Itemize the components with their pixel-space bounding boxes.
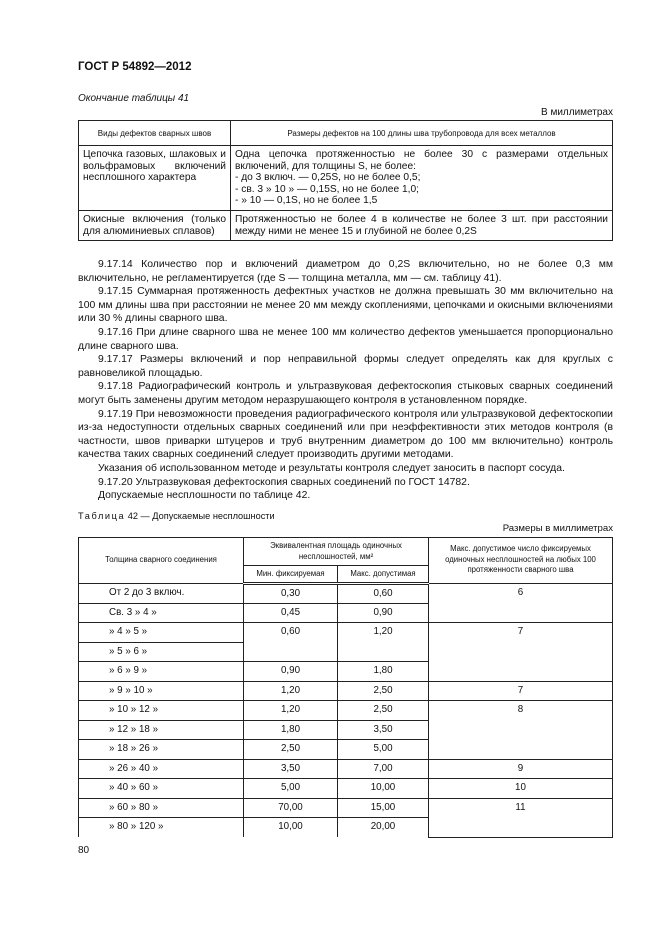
defect-size: Протяженностью не более 4 в количестве не более 3 шт. при расстоянии между ними не менее 15 и глубиной не более 0,2S <box>231 210 613 240</box>
table-42 <box>78 537 613 838</box>
table-row <box>79 681 613 701</box>
max-count-cell: 8 <box>429 701 613 760</box>
thickness-cell: » 60 » 80 » <box>79 798 244 818</box>
min-area-cell: 2,50 <box>244 740 338 760</box>
paragraph: 9.17.15 Суммарная протяженность дефектных участков не должна превышать 30 мм включительно на 100 мм длины шва при расстоянии не менее 20 мм между скоплениями, цепочками и окисными включениями или 30 % длины сварного шва. <box>78 286 613 325</box>
col-max-header: Макс. допустимая <box>338 566 429 584</box>
max-area-cell: 2,50 <box>338 681 429 701</box>
max-count-cell: 9 <box>429 759 613 779</box>
paragraph: 9.17.19 При невозможности проведения радиографического контроля или ультразвуковой дефектоскопии из-за недоступности отдельных сварных соединений или при неэффективности этих методов контроля (в частности, швов приварки штуцеров и труб внутренним диаметром до 100 мм включительно) контроль качества таких сварных соединений следует производить другими методами. <box>78 408 613 461</box>
min-area-cell: 10,00 <box>244 818 338 838</box>
thickness-cell: » 26 » 40 » <box>79 759 244 779</box>
table-row <box>79 798 613 818</box>
table-row <box>79 759 613 779</box>
paragraph: 9.17.16 При длине сварного шва не менее 100 мм количество дефектов уменьшается пропорционально длине сварного шва. <box>78 326 613 352</box>
table-row <box>79 701 613 721</box>
document-header: ГОСТ Р 54892—2012 <box>78 61 192 73</box>
max-area-cell: 15,00 <box>338 798 429 818</box>
caption-text: 42 — Допускаемые несплошности <box>125 511 275 521</box>
thickness-cell: » 10 » 12 » <box>79 701 244 721</box>
table-row <box>79 146 613 211</box>
max-area-cell: 3,50 <box>338 720 429 740</box>
text-line: - св. 3 » 10 » — 0,15S, но не более 1,0; <box>235 183 419 195</box>
defect-type: Цепочка газовых, шлаковых и вольфрамовых включений несплошного характера <box>79 146 231 211</box>
min-area-cell: 0,30 <box>244 584 338 604</box>
min-area-cell: 1,80 <box>244 720 338 740</box>
min-area-cell: 0,45 <box>244 603 338 623</box>
text-line: Одна цепочка протяженностью не более 30 с размерами отдельных включений, для толщины S, не более: <box>235 149 608 172</box>
table-41 <box>78 120 613 241</box>
table41-header: Размеры дефектов на 100 длины шва трубопровода для всех металлов <box>231 121 613 146</box>
paragraph: 9.17.20 Ультразвуковая дефектоскопия сварных соединений по ГОСТ 14782. <box>98 476 470 488</box>
text-line: - до 3 включ. — 0,25S, но не более 0,5; <box>235 172 421 184</box>
col-count-header: Макс. допустимое число фиксируемых одиночных несплошностей на любых 100 протяженности сварного шва <box>429 538 613 584</box>
defect-type: Окисные включения (только для алюминиевых сплавов) <box>79 210 231 240</box>
paragraph: 9.17.14 Количество пор и включений диаметром до 0,2S включительно, но не более 0,3 мм включительно, не регламентируется (где S — толщина металла, мм — см. таблицу 41). <box>78 259 613 284</box>
caption-word: Таблица <box>78 511 126 521</box>
body-text <box>78 258 613 503</box>
min-area-cell: 3,50 <box>244 759 338 779</box>
thickness-cell: » 6 » 9 » <box>79 662 244 682</box>
col-min-header: Мин. фиксируемая <box>244 566 338 584</box>
thickness-cell: » 9 » 10 » <box>79 681 244 701</box>
min-area-cell: 5,00 <box>244 779 338 799</box>
text-line: - » 10 — 0,1S, но не более 1,5 <box>235 195 378 207</box>
max-count-cell: 7 <box>429 681 613 701</box>
table41-header: Виды дефектов сварных швов <box>79 121 231 146</box>
thickness-cell: » 5 » 6 » <box>79 642 244 662</box>
thickness-cell: » 80 » 120 » <box>79 818 244 838</box>
min-area-cell: 1,20 <box>244 681 338 701</box>
max-area-cell: 1,80 <box>338 662 429 682</box>
col-thickness-header: Толщина сварного соединения <box>79 538 244 584</box>
thickness-cell: » 12 » 18 » <box>79 720 244 740</box>
col-area-header: Эквивалентная площадь одиночных несплошностей, мм² <box>244 538 429 566</box>
paragraph: Допускаемые несплошности по таблице 42. <box>98 490 311 502</box>
thickness-cell: От 2 до 3 включ. <box>79 584 244 604</box>
max-area-cell: 2,50 <box>338 701 429 721</box>
table-row <box>79 210 613 240</box>
paragraph: 9.17.18 Радиографический контроль и ультразвуковая дефектоскопия стыковых сварных соединений могут быть заменены другим методом неразрушающего контроля в установленном порядке. <box>78 381 613 406</box>
table-row <box>79 779 613 799</box>
min-area-cell: 70,00 <box>244 798 338 818</box>
max-count-cell: 10 <box>429 779 613 799</box>
table41-unit: В миллиметрах <box>541 107 613 118</box>
table41-caption: Окончание таблицы 41 <box>78 93 190 104</box>
max-area-cell: 0,60 <box>338 584 429 604</box>
max-area-cell: 5,00 <box>338 740 429 760</box>
min-area-cell: 1,20 <box>244 701 338 721</box>
max-count-cell: 7 <box>429 623 613 682</box>
min-area-cell: 0,90 <box>244 662 338 682</box>
page-number: 80 <box>78 845 90 856</box>
thickness-cell: » 40 » 60 » <box>79 779 244 799</box>
table-row <box>79 623 613 643</box>
thickness-cell: Св. 3 » 4 » <box>79 603 244 623</box>
paragraph: Указания об использованном методе и результаты контроля следует заносить в паспорт сосуда. <box>98 462 565 474</box>
max-area-cell: 10,00 <box>338 779 429 799</box>
paragraph: 9.17.17 Размеры включений и пор неправильной формы следует определять как для круглых с равновеликой площадью. <box>78 354 613 379</box>
table42-unit: Размеры в миллиметрах <box>502 523 613 534</box>
table42-caption <box>78 511 275 521</box>
defect-size <box>231 146 613 211</box>
max-count-cell: 11 <box>429 798 613 837</box>
max-area-cell: 20,00 <box>338 818 429 838</box>
min-area-cell: 0,60 <box>244 623 338 662</box>
max-area-cell: 0,90 <box>338 603 429 623</box>
max-count-cell: 6 <box>429 584 613 623</box>
thickness-cell: » 18 » 26 » <box>79 740 244 760</box>
max-area-cell: 7,00 <box>338 759 429 779</box>
thickness-cell: » 4 » 5 » <box>79 623 244 643</box>
max-area-cell: 1,20 <box>338 623 429 662</box>
table-row <box>79 584 613 604</box>
